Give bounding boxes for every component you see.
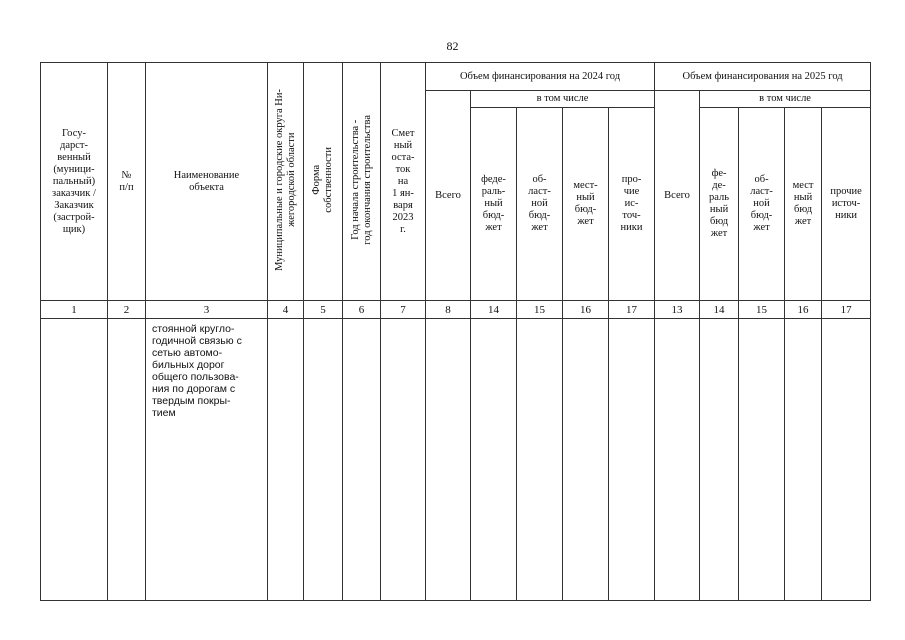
- cell-federal-2025: [700, 319, 739, 601]
- cell-local-2025: [785, 319, 822, 601]
- header-construction-years-cell: [343, 63, 381, 301]
- header-ownership-form-cell: [304, 63, 343, 301]
- column-number: 15: [517, 301, 563, 319]
- header-total-2025: Всего: [655, 91, 700, 301]
- cell-regional-2025: [739, 319, 785, 601]
- column-number: 4: [268, 301, 304, 319]
- cell-construction-years: [343, 319, 381, 601]
- cell-customer: [41, 319, 108, 601]
- page-number: 82: [446, 39, 459, 53]
- column-number: 17: [609, 301, 655, 319]
- column-number: 5: [304, 301, 343, 319]
- column-number: 13: [655, 301, 700, 319]
- column-number: 16: [785, 301, 822, 319]
- header-regional-2025: об- ласт- ной бюд- жет: [739, 108, 785, 301]
- cell-other-2024: [609, 319, 655, 601]
- cell-local-2024: [563, 319, 609, 601]
- header-construction-years: Год начала строительства - год окончания строительства: [349, 114, 373, 245]
- header-municipal-districts-cell: [268, 63, 304, 301]
- cell-total-2025: [655, 319, 700, 601]
- header-ownership-form: Форма собственности: [311, 146, 334, 213]
- header-local-2024: мест- ный бюд- жет: [563, 108, 609, 301]
- header-regional-2024: об- ласт- ной бюд- жет: [517, 108, 563, 301]
- cell-federal-2024: [471, 319, 517, 601]
- header-object-name: Наименование объекта: [146, 63, 268, 301]
- column-numbers-row: [41, 301, 871, 319]
- cell-number: [108, 319, 146, 601]
- column-number: 14: [471, 301, 517, 319]
- cell-object-name: стоянной кругло- годичной связью с сетью автомо- бильных дорог общего пользова- ния по дорогам с твердым покры- тием: [146, 319, 268, 601]
- cell-municipal-districts: [268, 319, 304, 601]
- header-including-2024: в том числе: [471, 91, 655, 108]
- cell-other-2025: [822, 319, 871, 601]
- header-local-2025: мест ный бюд жет: [785, 108, 822, 301]
- cell-total-2024: [426, 319, 471, 601]
- header-estimated-balance: Смет ный оста- ток на 1 ян- варя 2023 г.: [381, 63, 426, 301]
- column-number: 7: [381, 301, 426, 319]
- header-other-2024: про- чие ис- точ- ники: [609, 108, 655, 301]
- header-other-2025: прочие источ- ники: [822, 108, 871, 301]
- column-number: 6: [343, 301, 381, 319]
- header-municipal-districts: Муниципальные и городские округа Ни- жегородской области: [273, 88, 297, 271]
- column-number: 14: [700, 301, 739, 319]
- table-row: [41, 319, 871, 601]
- header-number: № п/п: [108, 63, 146, 301]
- header-customer: Госу- дарст- венный (муници- пальный) заказчик / Заказчик (застрой- щик): [41, 63, 108, 301]
- column-number: 1: [41, 301, 108, 319]
- header-federal-2024: федe- раль- ный бюд- жет: [471, 108, 517, 301]
- header-including-2025: в том числе: [700, 91, 871, 108]
- header-funding-2025: Объем финансирования на 2025 год: [655, 63, 871, 91]
- cell-estimated-balance: [381, 319, 426, 601]
- header-federal-2025: фе- де- раль ный бюд жет: [700, 108, 739, 301]
- cell-ownership-form: [304, 319, 343, 601]
- column-number: 2: [108, 301, 146, 319]
- cell-regional-2024: [517, 319, 563, 601]
- header-funding-2024: Объем финансирования на 2024 год: [426, 63, 655, 91]
- header-total-2024: Всего: [426, 91, 471, 301]
- column-number: 16: [563, 301, 609, 319]
- column-number: 17: [822, 301, 871, 319]
- column-number: 3: [146, 301, 268, 319]
- financing-table: [40, 62, 871, 601]
- column-number: 15: [739, 301, 785, 319]
- column-number: 8: [426, 301, 471, 319]
